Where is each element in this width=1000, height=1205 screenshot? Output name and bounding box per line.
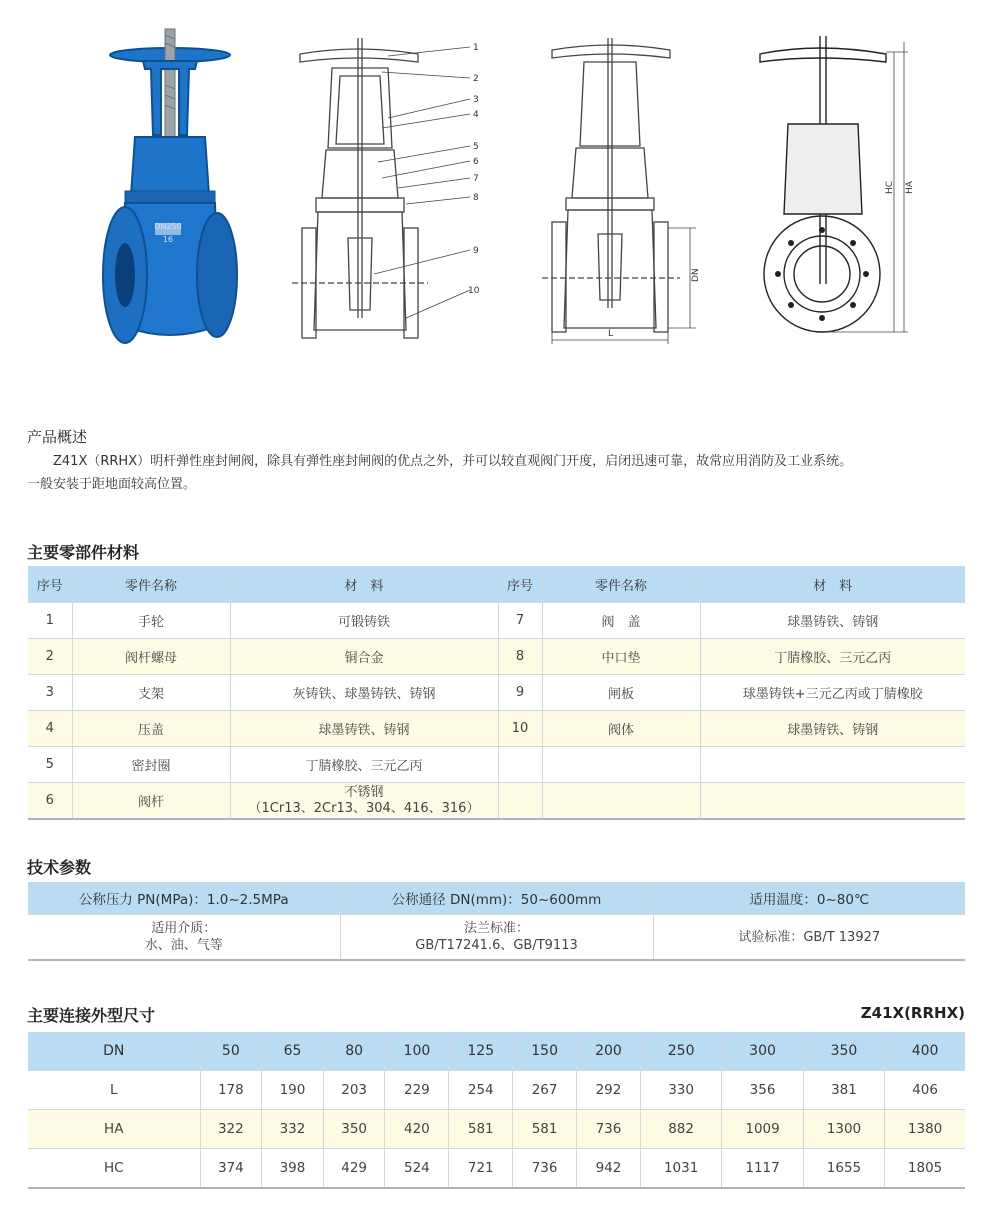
header-no: 序号 bbox=[498, 566, 542, 603]
table-row bbox=[28, 1071, 965, 1110]
cell: 支架 bbox=[72, 675, 230, 711]
cell: 6 bbox=[28, 783, 72, 820]
table-row bbox=[28, 747, 965, 783]
section-drawing bbox=[288, 38, 488, 348]
callout-9: 9 bbox=[473, 246, 479, 256]
callout-2: 2 bbox=[473, 74, 479, 84]
tech-diameter: 公称通径 DN(mm)：50~600mm bbox=[340, 882, 653, 915]
cell: 381 bbox=[803, 1071, 884, 1110]
overview-line-1: Z41X（RRHX）明杆弹性座封闸阀，除具有弹性座封闸阀的优点之外，并可以较直观阀门开度，启闭迅速可靠，故常应用消防及工业系统。 bbox=[53, 454, 853, 469]
dimensions-title: 主要连接外型尺寸 bbox=[27, 1006, 156, 1025]
table-row bbox=[28, 603, 965, 639]
table-row bbox=[28, 1149, 965, 1189]
tech-temperature: 适用温度：0~80℃ bbox=[653, 882, 965, 915]
overview-text bbox=[27, 450, 972, 496]
table-row bbox=[28, 639, 965, 675]
photo-mark-dn: DN250 bbox=[154, 222, 182, 231]
cell: 322 bbox=[200, 1110, 262, 1149]
cell: 420 bbox=[385, 1110, 449, 1149]
dn-cell: 400 bbox=[885, 1032, 965, 1071]
cell: 292 bbox=[577, 1071, 641, 1110]
model-tag: Z41X(RRHX) bbox=[860, 1004, 965, 1022]
cell: 736 bbox=[513, 1149, 577, 1189]
cell bbox=[542, 747, 700, 783]
tech-pressure: 公称压力 PN(MPa)：1.0~2.5MPa bbox=[28, 882, 340, 915]
cell: 882 bbox=[640, 1110, 721, 1149]
cell: 7 bbox=[498, 603, 542, 639]
table-row bbox=[28, 711, 965, 747]
cell: 密封圈 bbox=[72, 747, 230, 783]
cell: 229 bbox=[385, 1071, 449, 1110]
cell: 丁腈橡胶、三元乙丙 bbox=[230, 747, 498, 783]
dim-ha-label: HA bbox=[905, 181, 915, 194]
callout-6: 6 bbox=[473, 157, 479, 167]
cell: 压盖 bbox=[72, 711, 230, 747]
dn-cell: 350 bbox=[803, 1032, 884, 1071]
cell: 1 bbox=[28, 603, 72, 639]
product-figures bbox=[0, 0, 1000, 370]
cell: 398 bbox=[262, 1149, 324, 1189]
table-row bbox=[28, 675, 965, 711]
cell bbox=[700, 747, 965, 783]
tech-medium bbox=[28, 915, 340, 961]
cell: 丁腈橡胶、三元乙丙 bbox=[700, 639, 965, 675]
tech-medium-label: 适用介质： bbox=[151, 921, 217, 936]
cell: 721 bbox=[449, 1149, 513, 1189]
dn-cell: 65 bbox=[262, 1032, 324, 1071]
materials-table bbox=[28, 566, 965, 820]
table-row bbox=[28, 1110, 965, 1149]
dn-cell: 50 bbox=[200, 1032, 262, 1071]
side-drawing bbox=[758, 34, 918, 344]
cell: 2 bbox=[28, 639, 72, 675]
tech-flange-value: GB/T17241.6、GB/T9113 bbox=[415, 938, 578, 953]
cell: 阀杆 bbox=[72, 783, 230, 820]
cell bbox=[498, 747, 542, 783]
cell: 3 bbox=[28, 675, 72, 711]
cell: 球墨铸铁、铸钢 bbox=[700, 603, 965, 639]
dn-header: DN bbox=[28, 1032, 200, 1071]
tech-flange-label: 法兰标准： bbox=[463, 921, 529, 936]
cell: 5 bbox=[28, 747, 72, 783]
callout-3: 3 bbox=[473, 95, 479, 105]
header-no: 序号 bbox=[28, 566, 72, 603]
callout-4: 4 bbox=[473, 110, 479, 120]
dn-cell: 125 bbox=[449, 1032, 513, 1071]
callout-8: 8 bbox=[473, 193, 479, 203]
materials-title: 主要零部件材料 bbox=[27, 543, 140, 562]
cell: 406 bbox=[885, 1071, 965, 1110]
header-part: 零件名称 bbox=[542, 566, 700, 603]
header-material: 材 料 bbox=[230, 566, 498, 603]
cell-material-sub: （1Cr13、2Cr13、304、416、316） bbox=[248, 800, 480, 816]
cell: 4 bbox=[28, 711, 72, 747]
cell: 178 bbox=[200, 1071, 262, 1110]
cell: 1117 bbox=[722, 1149, 803, 1189]
cell: 闸板 bbox=[542, 675, 700, 711]
cell: 374 bbox=[200, 1149, 262, 1189]
dim-hc-label: HC bbox=[885, 180, 895, 194]
table-row bbox=[28, 915, 965, 961]
cell: 阀体 bbox=[542, 711, 700, 747]
callout-10: 10 bbox=[468, 286, 480, 296]
callout-7: 7 bbox=[473, 174, 479, 184]
cell: 190 bbox=[262, 1071, 324, 1110]
cell-material-main: 不锈钢 bbox=[344, 784, 384, 800]
row-label: HA bbox=[28, 1110, 200, 1149]
row-label: L bbox=[28, 1071, 200, 1110]
overview-title: 产品概述 bbox=[27, 428, 88, 446]
valve-photo bbox=[95, 25, 245, 350]
cell: 阀 盖 bbox=[542, 603, 700, 639]
cell: 429 bbox=[323, 1149, 385, 1189]
callout-5: 5 bbox=[473, 142, 479, 152]
cell: 1031 bbox=[640, 1149, 721, 1189]
cell: 可锻铸铁 bbox=[230, 603, 498, 639]
tech-title: 技术参数 bbox=[27, 858, 92, 877]
tech-test: 试验标准：GB/T 13927 bbox=[653, 915, 965, 961]
cell: 1380 bbox=[885, 1110, 965, 1149]
cell: 1300 bbox=[803, 1110, 884, 1149]
materials-header-row bbox=[28, 566, 965, 603]
dn-cell: 300 bbox=[722, 1032, 803, 1071]
tech-medium-value: 水、油、气等 bbox=[144, 938, 223, 953]
cell: 332 bbox=[262, 1110, 324, 1149]
cell: 581 bbox=[449, 1110, 513, 1149]
cell bbox=[700, 783, 965, 820]
dn-cell: 100 bbox=[385, 1032, 449, 1071]
cell: 350 bbox=[323, 1110, 385, 1149]
table-row bbox=[28, 783, 965, 820]
row-label: HC bbox=[28, 1149, 200, 1189]
cell: 球墨铸铁+三元乙丙或丁腈橡胶 bbox=[700, 675, 965, 711]
cell: 356 bbox=[722, 1071, 803, 1110]
cell: 球墨铸铁、铸钢 bbox=[230, 711, 498, 747]
callout-1: 1 bbox=[473, 43, 479, 53]
cell: 球墨铸铁、铸钢 bbox=[700, 711, 965, 747]
cell: 1805 bbox=[885, 1149, 965, 1189]
cell: 铜合金 bbox=[230, 639, 498, 675]
cell bbox=[230, 783, 498, 820]
dn-cell: 250 bbox=[640, 1032, 721, 1071]
dn-cell: 200 bbox=[577, 1032, 641, 1071]
tech-flange bbox=[340, 915, 653, 961]
dn-cell: 150 bbox=[513, 1032, 577, 1071]
overview-line-2: 一般安装于距地面较高位置。 bbox=[27, 477, 197, 492]
cell: 330 bbox=[640, 1071, 721, 1110]
cell: 736 bbox=[577, 1110, 641, 1149]
cell: 10 bbox=[498, 711, 542, 747]
dim-dn-label: DN bbox=[691, 268, 701, 282]
cell bbox=[498, 783, 542, 820]
outline-drawing bbox=[540, 38, 710, 348]
cell: 254 bbox=[449, 1071, 513, 1110]
cell bbox=[542, 783, 700, 820]
cell: 中口垫 bbox=[542, 639, 700, 675]
header-part: 零件名称 bbox=[72, 566, 230, 603]
tech-header-row bbox=[28, 882, 965, 915]
cell: 灰铸铁、球墨铸铁、铸钢 bbox=[230, 675, 498, 711]
cell: 524 bbox=[385, 1149, 449, 1189]
cell: 1009 bbox=[722, 1110, 803, 1149]
cell: 203 bbox=[323, 1071, 385, 1110]
cell: 阀杆螺母 bbox=[72, 639, 230, 675]
cell: 581 bbox=[513, 1110, 577, 1149]
dn-cell: 80 bbox=[323, 1032, 385, 1071]
tech-table bbox=[28, 882, 965, 961]
cell: 942 bbox=[577, 1149, 641, 1189]
dimensions-table bbox=[28, 1032, 965, 1189]
dimensions-header-row bbox=[28, 1032, 965, 1071]
photo-mark-pn: 16 bbox=[162, 235, 174, 244]
cell: 9 bbox=[498, 675, 542, 711]
cell: 1655 bbox=[803, 1149, 884, 1189]
dim-l-label: L bbox=[608, 329, 614, 339]
cell: 8 bbox=[498, 639, 542, 675]
header-material: 材 料 bbox=[700, 566, 965, 603]
cell: 267 bbox=[513, 1071, 577, 1110]
cell: 手轮 bbox=[72, 603, 230, 639]
